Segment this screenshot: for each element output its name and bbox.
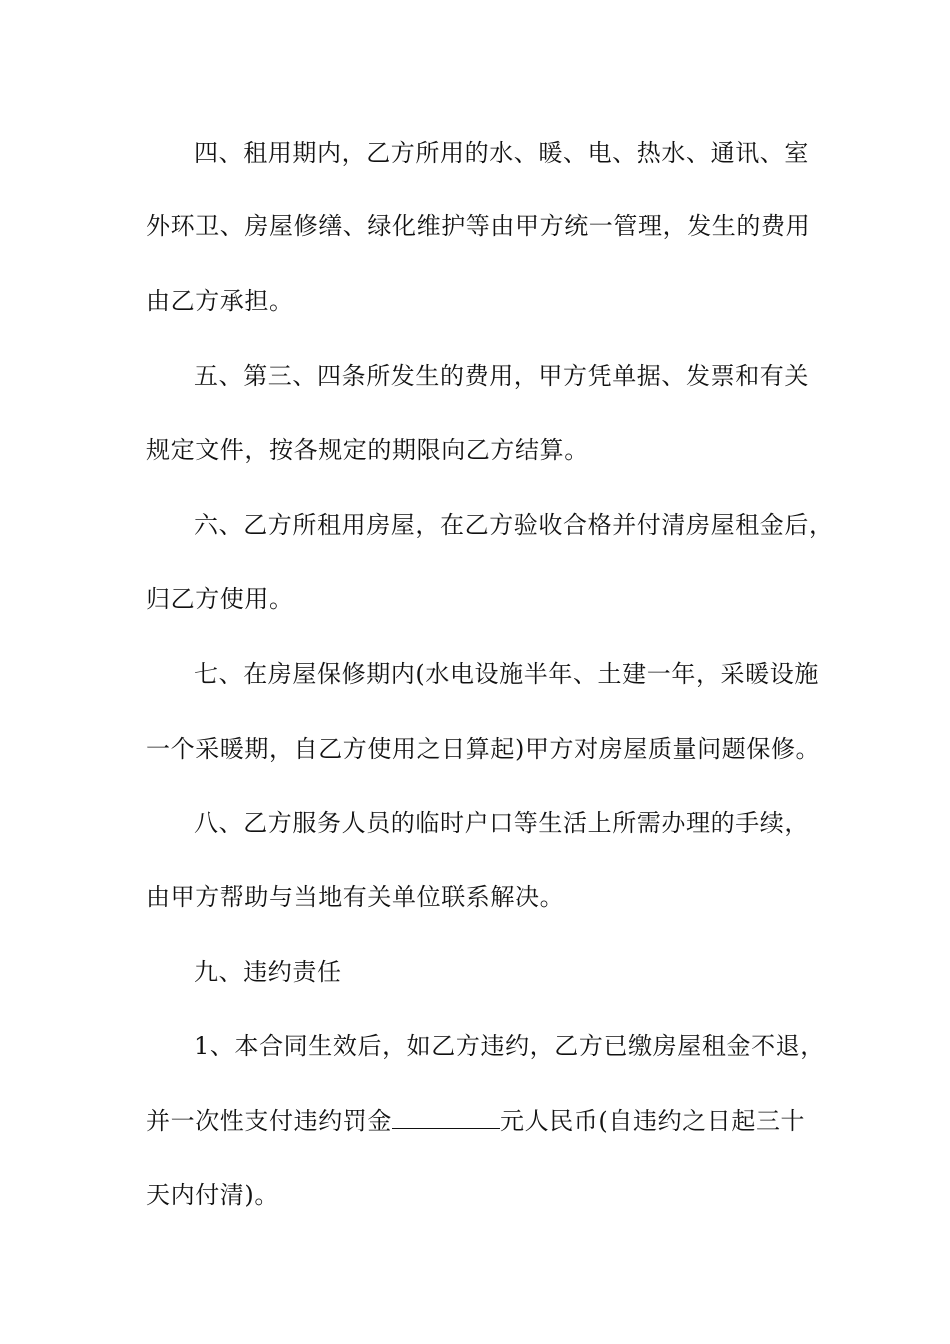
- clause-8-line-1: 八、乙方服务人员的临时户口等生活上所需办理的手续，: [194, 809, 809, 837]
- clause-8-line-2: 由甲方帮助与当地有关单位联系解决。: [146, 883, 565, 911]
- clause-4-line-1: 四、租用期内，乙方所用的水、暖、电、热水、通讯、室: [194, 139, 809, 167]
- clause-6-line-2: 归乙方使用。: [146, 585, 294, 613]
- clause-5-line-1: 五、第三、四条所发生的费用，甲方凭单据、发票和有关: [194, 362, 809, 390]
- penalty-text-before: 并一次性支付违约罚金: [146, 1107, 392, 1135]
- clause-5-line-2: 规定文件，按各规定的期限向乙方结算。: [146, 436, 589, 464]
- penalty-text-after: 元人民币(自违约之日起三十: [500, 1107, 806, 1135]
- section-heading-breach: 九、违约责任: [194, 958, 342, 986]
- breach-item-1-line-2: [146, 1101, 826, 1141]
- penalty-amount-blank: [392, 1102, 500, 1129]
- breach-item-1-line-3: 天内付清)。: [146, 1181, 279, 1209]
- breach-item-1-line-1: 1、本合同生效后，如乙方违约，乙方已缴房屋租金不退，: [194, 1032, 825, 1060]
- clause-7-line-1: 七、在房屋保修期内(水电设施半年、土建一年，采暖设施: [194, 660, 819, 688]
- clause-6-line-1: 六、乙方所租用房屋，在乙方验收合格并付清房屋租金后，: [194, 511, 834, 539]
- clause-4-line-3: 由乙方承担。: [146, 287, 294, 315]
- clause-7-line-2: 一个采暖期，自乙方使用之日算起)甲方对房屋质量问题保修。: [146, 735, 821, 763]
- clause-4-line-2: 外环卫、房屋修缮、绿化维护等由甲方统一管理，发生的费用: [146, 212, 811, 240]
